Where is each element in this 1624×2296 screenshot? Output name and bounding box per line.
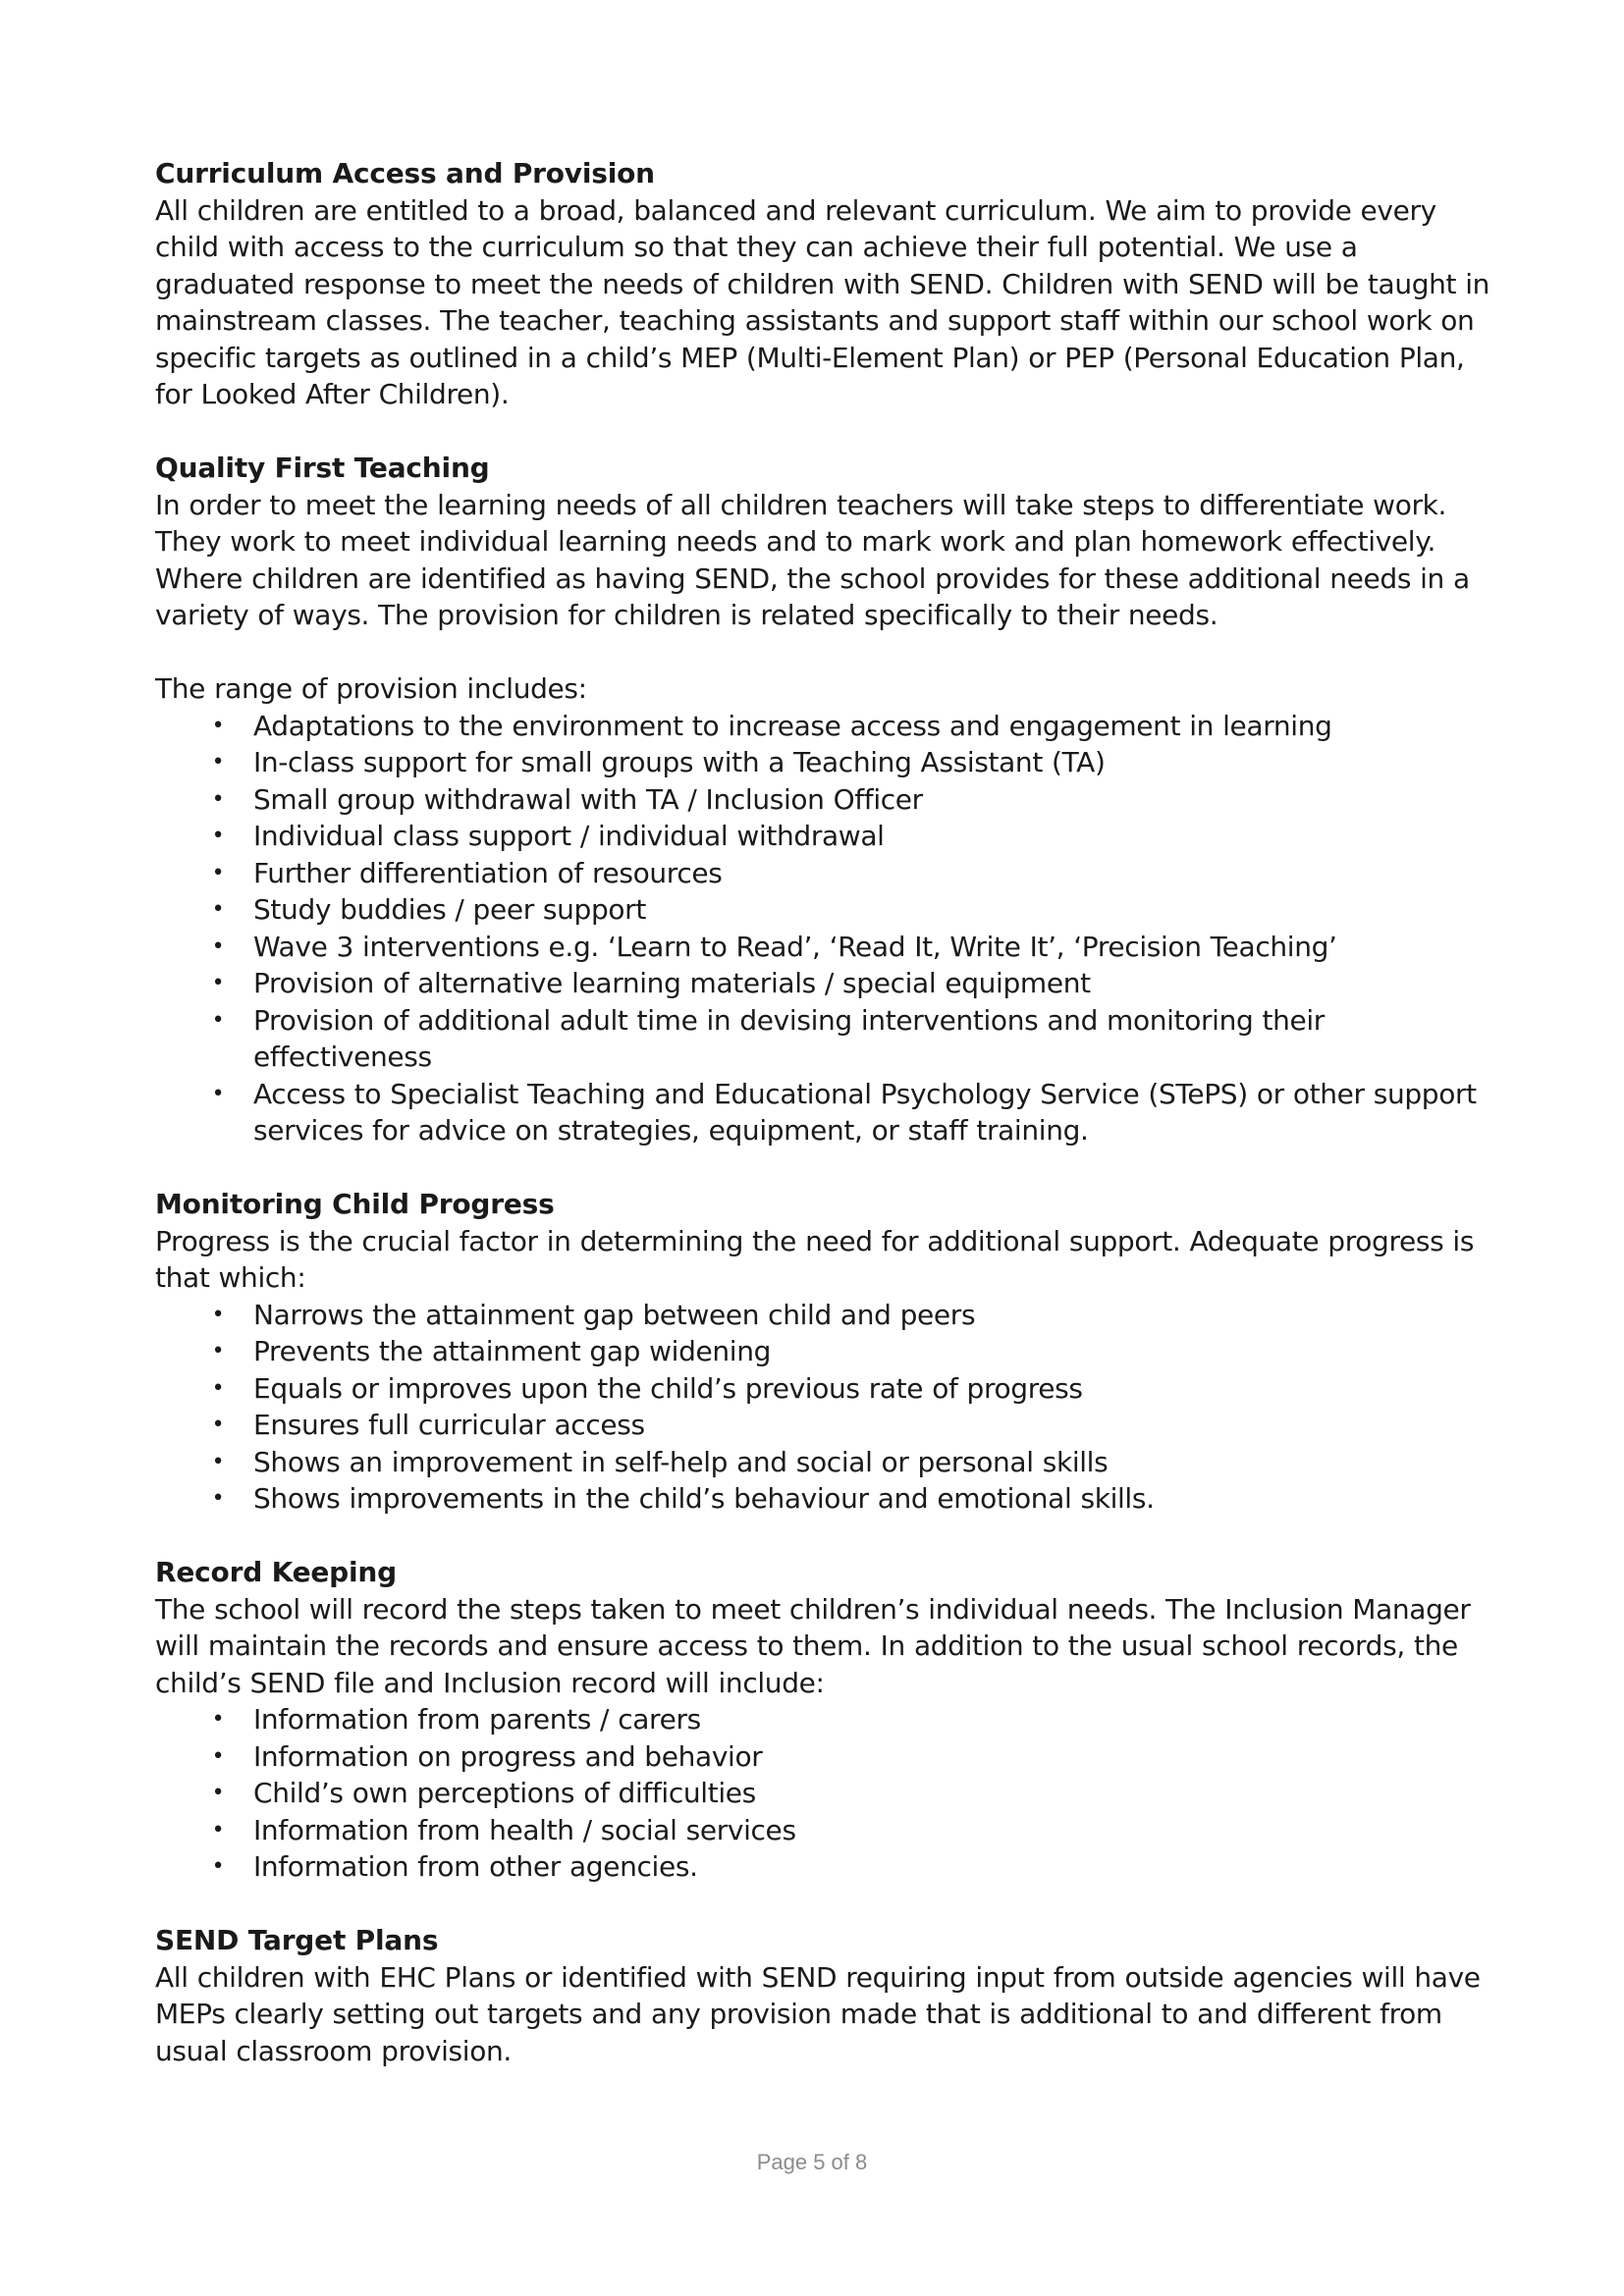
list-intro: The range of provision includes: bbox=[155, 672, 587, 705]
bullet-icon: • bbox=[211, 713, 225, 738]
list-item: • Study buddies / peer support bbox=[155, 891, 1490, 929]
bullet-icon: • bbox=[211, 1486, 225, 1511]
section-paragraph: In order to meet the learning needs of all children teachers will take steps to differentiate work. They work to meet individual learning needs and to mark work and plan homework effectively. Where children are identified as having SEND, the school provides for these additional needs in a variety of ways. The provision for children is related specifically to their needs. bbox=[155, 488, 1470, 631]
bullet-icon: • bbox=[211, 1413, 225, 1437]
section-paragraph: All children are entitled to a broad, balanced and relevant curriculum. We aim to provide every child with access to the curriculum so that they can achieve their full potential. We use a graduated response to meet the needs of children with SEND. Children with SEND will be taught in mainstream classes. The teacher, teaching assistants and support staff within our school work on specific targets as outlined in a child’s MEP (Multi-Element Plan) or PEP (Personal Education Plan, for Looked After Children). bbox=[155, 193, 1490, 410]
list-item: • Information on progress and behavior bbox=[155, 1738, 1490, 1776]
list-item: • Child’s own perceptions of difficulties bbox=[155, 1775, 1490, 1812]
bullet-icon: • bbox=[211, 824, 225, 848]
bullet-icon: • bbox=[211, 971, 225, 995]
list-item: • Further differentiation of resources bbox=[155, 855, 1490, 892]
section-paragraph: The school will record the steps taken to meet children’s individual needs. The Inclusion Manager will maintain the records and ensure access to them. In addition to the usual school records, the child’s SEND file and Inclusion record will include: bbox=[155, 1592, 1471, 1699]
list-item: • Equals or improves upon the child’s previous rate of progress bbox=[155, 1370, 1490, 1408]
list-item: • Adaptations to the environment to increase access and engagement in learning bbox=[155, 708, 1490, 745]
section-record-keeping bbox=[155, 1554, 1490, 1886]
bullet-icon: • bbox=[211, 1743, 225, 1769]
list-item: • Access to Specialist Teaching and Educational Psychology Service (STePS) or other support services for advice on strategies, equipment, or staff training. bbox=[155, 1076, 1490, 1149]
section-monitoring-progress bbox=[155, 1186, 1490, 1518]
section-paragraph: All children with EHC Plans or identified with SEND requiring input from outside agencies will have MEPs clearly setting out targets and any provision made that is additional to and different from usual classroom provision. bbox=[155, 1960, 1481, 2067]
list-item: • Individual class support / individual withdrawal bbox=[155, 818, 1490, 855]
bullet-icon: • bbox=[211, 897, 225, 922]
section-heading: Monitoring Child Progress bbox=[155, 1188, 555, 1220]
provision-list bbox=[155, 708, 1490, 1149]
progress-criteria-list bbox=[155, 1297, 1490, 1518]
section-heading: Curriculum Access and Provision bbox=[155, 157, 655, 189]
list-item: • Prevents the attainment gap widening bbox=[155, 1333, 1490, 1370]
document-page bbox=[155, 155, 1490, 2107]
list-item: • Shows an improvement in self-help and social or personal skills bbox=[155, 1444, 1490, 1481]
section-quality-first-teaching bbox=[155, 450, 1490, 1149]
bullet-icon: • bbox=[211, 1339, 225, 1363]
bullet-icon: • bbox=[211, 1449, 225, 1474]
bullet-icon: • bbox=[211, 1817, 225, 1842]
section-curriculum-access bbox=[155, 155, 1490, 413]
bullet-icon: • bbox=[211, 786, 225, 812]
section-heading: Record Keeping bbox=[155, 1556, 397, 1588]
bullet-icon: • bbox=[211, 934, 225, 959]
page-number-footer: Page 5 of 8 bbox=[756, 2150, 868, 2174]
list-item: • Provision of additional adult time in devising interventions and monitoring their effectiveness bbox=[155, 1002, 1490, 1076]
bullet-icon: • bbox=[211, 1007, 225, 1033]
list-item: • Narrows the attainment gap between child and peers bbox=[155, 1297, 1490, 1334]
list-item: • Provision of alternative learning materials / special equipment bbox=[155, 965, 1490, 1002]
list-item: • Information from other agencies. bbox=[155, 1848, 1490, 1886]
list-item: • Small group withdrawal with TA / Inclusion Officer bbox=[155, 781, 1490, 819]
bullet-icon: • bbox=[211, 1081, 225, 1106]
list-item: • Ensures full curricular access bbox=[155, 1407, 1490, 1444]
section-send-target-plans bbox=[155, 1922, 1490, 2069]
bullet-icon: • bbox=[211, 1375, 225, 1401]
section-heading: Quality First Teaching bbox=[155, 452, 490, 484]
list-item: • In-class support for small groups with a Teaching Assistant (TA) bbox=[155, 744, 1490, 781]
section-paragraph: Progress is the crucial factor in determining the need for additional support. Adequate progress is that which: bbox=[155, 1224, 1475, 1294]
list-item: • Shows improvements in the child’s behaviour and emotional skills. bbox=[155, 1480, 1490, 1518]
bullet-icon: • bbox=[211, 1781, 225, 1805]
list-item: • Wave 3 interventions e.g. ‘Learn to Read’, ‘Read It, Write It’, ‘Precision Teaching’ bbox=[155, 929, 1490, 966]
section-heading: SEND Target Plans bbox=[155, 1924, 439, 1956]
list-item: • Information from parents / carers bbox=[155, 1701, 1490, 1738]
bullet-icon: • bbox=[211, 750, 225, 774]
bullet-icon: • bbox=[211, 1302, 225, 1327]
records-list bbox=[155, 1701, 1490, 1886]
list-item: • Information from health / social services bbox=[155, 1812, 1490, 1849]
bullet-icon: • bbox=[211, 1854, 225, 1879]
bullet-icon: • bbox=[211, 860, 225, 885]
bullet-icon: • bbox=[211, 1707, 225, 1732]
